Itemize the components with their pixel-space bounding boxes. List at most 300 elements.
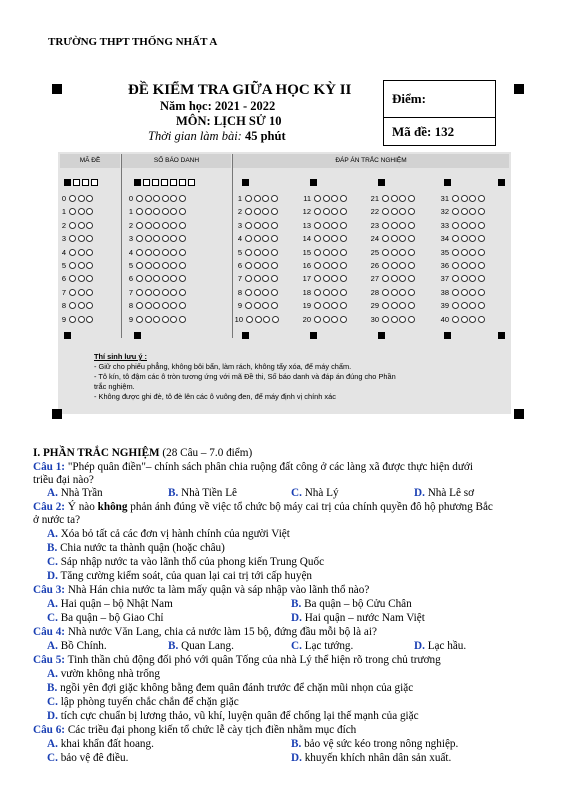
bubble[interactable] — [136, 316, 143, 323]
bubble[interactable] — [391, 208, 398, 215]
bubble[interactable] — [271, 262, 278, 269]
question-number: 21 — [370, 194, 379, 203]
bubble[interactable] — [314, 249, 321, 256]
bubble[interactable] — [461, 249, 468, 256]
bubble[interactable] — [382, 249, 389, 256]
id-box[interactable] — [143, 179, 150, 186]
bubble[interactable] — [78, 275, 85, 282]
bubble[interactable] — [162, 235, 169, 242]
bubble[interactable] — [314, 262, 321, 269]
bubble[interactable] — [271, 235, 278, 242]
bubble[interactable] — [399, 275, 406, 282]
bubble[interactable] — [331, 262, 338, 269]
bubble[interactable] — [399, 302, 406, 309]
bubble[interactable] — [399, 249, 406, 256]
bubble[interactable] — [162, 208, 169, 215]
bubble[interactable] — [78, 316, 85, 323]
bubble[interactable] — [399, 195, 406, 202]
bubble[interactable] — [170, 316, 177, 323]
bubble[interactable] — [382, 222, 389, 229]
bubble[interactable] — [478, 208, 485, 215]
bubble[interactable] — [69, 289, 76, 296]
bubble[interactable] — [245, 289, 252, 296]
bubble[interactable] — [170, 235, 177, 242]
bubble[interactable] — [179, 195, 186, 202]
bubble[interactable] — [254, 249, 261, 256]
bubble[interactable] — [331, 235, 338, 242]
option[interactable]: B. Quan Lang. — [168, 640, 234, 652]
code-box[interactable] — [82, 179, 89, 186]
bubble[interactable] — [382, 262, 389, 269]
bubble[interactable] — [340, 222, 347, 229]
bubble[interactable] — [78, 289, 85, 296]
bubble[interactable] — [323, 262, 330, 269]
bubble[interactable] — [461, 316, 468, 323]
bubble[interactable] — [170, 262, 177, 269]
bubble[interactable] — [179, 208, 186, 215]
bubble[interactable] — [78, 195, 85, 202]
bubble[interactable] — [382, 275, 389, 282]
bubble[interactable] — [478, 222, 485, 229]
bubble[interactable] — [382, 316, 389, 323]
marker-square — [498, 332, 505, 339]
bubble[interactable] — [245, 208, 252, 215]
bubble[interactable] — [331, 249, 338, 256]
row-digit: 6 — [128, 274, 133, 284]
bubble[interactable] — [408, 316, 415, 323]
bubble[interactable] — [382, 195, 389, 202]
bubble[interactable] — [340, 316, 347, 323]
bubble[interactable] — [69, 249, 76, 256]
option[interactable]: C. Ba quận – bộ Giao Chỉ — [47, 612, 164, 624]
bubble[interactable] — [382, 208, 389, 215]
bubble[interactable] — [469, 316, 476, 323]
bubble[interactable] — [478, 262, 485, 269]
bubble[interactable] — [399, 208, 406, 215]
option[interactable]: A. Bồ Chính. — [47, 640, 107, 652]
bubble[interactable] — [170, 289, 177, 296]
school-year: Năm học: 2021 - 2022 — [160, 99, 276, 113]
bubble[interactable] — [452, 195, 459, 202]
bubble[interactable] — [469, 222, 476, 229]
bubble[interactable] — [246, 316, 253, 323]
bubble[interactable] — [391, 249, 398, 256]
option[interactable]: D. Tăng cường kiểm soát, của quan lại cai trị tới cấp huyện — [47, 570, 313, 582]
bubble[interactable] — [145, 289, 152, 296]
bubble[interactable] — [170, 208, 177, 215]
bubble[interactable] — [69, 208, 76, 215]
code-row — [58, 206, 95, 217]
bubble[interactable] — [391, 262, 398, 269]
option[interactable]: D. khuyến khích nhân dân sản xuất. — [291, 752, 452, 764]
bubble[interactable] — [78, 249, 85, 256]
bubble[interactable] — [153, 208, 160, 215]
registration-mark — [52, 409, 62, 419]
bubble[interactable] — [245, 249, 252, 256]
bubble[interactable] — [382, 235, 389, 242]
bubble[interactable] — [162, 289, 169, 296]
bubble[interactable] — [408, 249, 415, 256]
bubble[interactable] — [478, 195, 485, 202]
bubble[interactable] — [153, 316, 160, 323]
bubble[interactable] — [408, 208, 415, 215]
bubble[interactable] — [245, 275, 252, 282]
bubble[interactable] — [478, 289, 485, 296]
bubble[interactable] — [254, 262, 261, 269]
bubble[interactable] — [469, 275, 476, 282]
question-number: 22 — [370, 207, 379, 217]
bubble[interactable] — [461, 195, 468, 202]
bubble[interactable] — [382, 302, 389, 309]
bubble[interactable] — [262, 235, 269, 242]
bubble[interactable] — [162, 262, 169, 269]
option[interactable]: A. khai khẩn đất hoang. — [47, 738, 154, 750]
row-digit: 3 — [61, 234, 66, 244]
bubble[interactable] — [408, 289, 415, 296]
bubble[interactable] — [145, 195, 152, 202]
question-number: 18 — [302, 287, 311, 297]
bubble[interactable] — [408, 302, 415, 309]
bubble[interactable] — [331, 195, 338, 202]
bubble[interactable] — [408, 195, 415, 202]
bubble[interactable] — [469, 235, 476, 242]
bubble[interactable] — [69, 262, 76, 269]
bubble[interactable] — [399, 262, 406, 269]
option[interactable]: B. ngồi yên đợi giặc không bằng đem quân đánh trước để chặn mũi nhọn của giặc — [47, 682, 414, 694]
bubble[interactable] — [461, 302, 468, 309]
option[interactable]: A. vườn không nhà trống — [47, 668, 160, 680]
bubble[interactable] — [262, 275, 269, 282]
bubble[interactable] — [271, 222, 278, 229]
bubble[interactable] — [86, 302, 93, 309]
bubble[interactable] — [452, 289, 459, 296]
bubble[interactable] — [391, 222, 398, 229]
bubble[interactable] — [86, 289, 93, 296]
bubble[interactable] — [314, 302, 321, 309]
bubble[interactable] — [469, 195, 476, 202]
answer-row — [440, 233, 486, 244]
bubble[interactable] — [254, 235, 261, 242]
bubble[interactable] — [331, 289, 338, 296]
bubble[interactable] — [136, 235, 143, 242]
bubble[interactable] — [179, 262, 186, 269]
bubble[interactable] — [78, 262, 85, 269]
bubble[interactable] — [314, 208, 321, 215]
bubble[interactable] — [340, 289, 347, 296]
bubble[interactable] — [86, 235, 93, 242]
bubble[interactable] — [170, 249, 177, 256]
bubble[interactable] — [262, 208, 269, 215]
option[interactable]: D. tích cực chuẩn bị lương thảo, vũ khí, luyện quân để chống lại thế mạnh của giặc — [47, 710, 419, 722]
bubble[interactable] — [323, 275, 330, 282]
bubble[interactable] — [170, 302, 177, 309]
bubble[interactable] — [461, 235, 468, 242]
bubble[interactable] — [69, 222, 76, 229]
bubble[interactable] — [452, 275, 459, 282]
bubble[interactable] — [314, 222, 321, 229]
option[interactable]: C. Sáp nhập nước ta vào lãnh thổ của phong kiến Trung Quốc — [47, 556, 325, 568]
bubble[interactable] — [179, 289, 186, 296]
id-box[interactable] — [152, 179, 159, 186]
bubble[interactable] — [399, 289, 406, 296]
bubble[interactable] — [145, 316, 152, 323]
option[interactable]: B. Nhà Tiền Lê — [168, 487, 237, 499]
bubble[interactable] — [179, 275, 186, 282]
bubble[interactable] — [340, 302, 347, 309]
option[interactable]: A. Nhà Trần — [47, 487, 103, 499]
bubble[interactable] — [136, 289, 143, 296]
bubble[interactable] — [170, 195, 177, 202]
bubble[interactable] — [478, 275, 485, 282]
bubble[interactable] — [461, 275, 468, 282]
bubble[interactable] — [179, 302, 186, 309]
bubble[interactable] — [461, 208, 468, 215]
bubble[interactable] — [136, 195, 143, 202]
bubble[interactable] — [162, 222, 169, 229]
bubble[interactable] — [271, 302, 278, 309]
id-box[interactable] — [161, 179, 168, 186]
bubble[interactable] — [145, 302, 152, 309]
bubble[interactable] — [262, 262, 269, 269]
bubble[interactable] — [272, 316, 279, 323]
bubble[interactable] — [179, 235, 186, 242]
bubble[interactable] — [145, 222, 152, 229]
bubble[interactable] — [145, 208, 152, 215]
bubble[interactable] — [469, 262, 476, 269]
bubble[interactable] — [478, 302, 485, 309]
bubble[interactable] — [323, 222, 330, 229]
bubble[interactable] — [391, 289, 398, 296]
bubble[interactable] — [254, 275, 261, 282]
bubble[interactable] — [262, 302, 269, 309]
bubble[interactable] — [399, 222, 406, 229]
bubble[interactable] — [69, 235, 76, 242]
option[interactable]: A. Hai quận – bộ Nhật Nam — [47, 598, 173, 610]
bubble[interactable] — [153, 302, 160, 309]
bubble[interactable] — [314, 275, 321, 282]
bubble[interactable] — [78, 235, 85, 242]
bubble[interactable] — [271, 289, 278, 296]
bubble[interactable] — [262, 195, 269, 202]
bubble[interactable] — [136, 249, 143, 256]
bubble[interactable] — [245, 302, 252, 309]
bubble[interactable] — [136, 262, 143, 269]
bubble[interactable] — [452, 302, 459, 309]
answer-row — [302, 273, 348, 284]
bubble[interactable] — [179, 249, 186, 256]
bubble[interactable] — [323, 235, 330, 242]
bubble[interactable] — [271, 249, 278, 256]
bubble[interactable] — [391, 195, 398, 202]
bubble[interactable] — [69, 316, 76, 323]
bubble[interactable] — [262, 249, 269, 256]
bubble[interactable] — [145, 262, 152, 269]
bubble[interactable] — [452, 222, 459, 229]
bubble[interactable] — [78, 302, 85, 309]
bubble[interactable] — [136, 208, 143, 215]
bubble[interactable] — [382, 289, 389, 296]
bubble[interactable] — [86, 249, 93, 256]
bubble[interactable] — [340, 208, 347, 215]
option[interactable]: D. Lạc hầu. — [414, 640, 467, 652]
bubble[interactable] — [399, 316, 406, 323]
bubble[interactable] — [179, 316, 186, 323]
bubble[interactable] — [331, 316, 338, 323]
bubble[interactable] — [136, 302, 143, 309]
option[interactable]: C. Nhà Lý — [291, 487, 339, 499]
question-number: 31 — [440, 194, 449, 203]
bubble[interactable] — [323, 195, 330, 202]
bubble[interactable] — [254, 222, 261, 229]
bubble[interactable] — [452, 235, 459, 242]
bubble[interactable] — [478, 316, 485, 323]
bubble[interactable] — [408, 235, 415, 242]
bubble[interactable] — [331, 222, 338, 229]
bubble[interactable] — [153, 262, 160, 269]
bubble[interactable] — [86, 208, 93, 215]
bubble[interactable] — [162, 249, 169, 256]
bubble[interactable] — [86, 195, 93, 202]
bubble[interactable] — [86, 316, 93, 323]
bubble[interactable] — [262, 289, 269, 296]
bubble[interactable] — [323, 289, 330, 296]
bubble[interactable] — [153, 249, 160, 256]
bubble[interactable] — [145, 235, 152, 242]
bubble[interactable] — [340, 262, 347, 269]
bubble[interactable] — [170, 222, 177, 229]
bubble[interactable] — [69, 275, 76, 282]
bubble[interactable] — [162, 316, 169, 323]
bubble[interactable] — [391, 316, 398, 323]
bubble[interactable] — [153, 222, 160, 229]
option[interactable]: C. Lạc tướng. — [291, 640, 354, 652]
bubble[interactable] — [314, 289, 321, 296]
bubble[interactable] — [245, 222, 252, 229]
answer-row — [302, 247, 348, 258]
bubble[interactable] — [69, 302, 76, 309]
option[interactable]: B. bảo vệ sức kéo trong nông nghiệp. — [291, 738, 459, 750]
option[interactable]: C. lập phòng tuyến chắc chắn để chặn giặc — [47, 696, 239, 708]
bubble[interactable] — [69, 195, 76, 202]
bubble[interactable] — [314, 195, 321, 202]
bubble[interactable] — [408, 262, 415, 269]
bubble[interactable] — [340, 195, 347, 202]
bubble[interactable] — [136, 275, 143, 282]
answer-row — [440, 287, 486, 298]
bubble[interactable] — [469, 249, 476, 256]
bubble[interactable] — [145, 249, 152, 256]
bubble[interactable] — [255, 316, 262, 323]
bubble[interactable] — [162, 195, 169, 202]
bubble[interactable] — [153, 275, 160, 282]
bubble[interactable] — [331, 302, 338, 309]
bubble[interactable] — [469, 208, 476, 215]
bubble[interactable] — [271, 208, 278, 215]
bubble[interactable] — [245, 195, 252, 202]
bubble[interactable] — [461, 262, 468, 269]
bubble[interactable] — [323, 302, 330, 309]
bubble[interactable] — [170, 275, 177, 282]
bubble[interactable] — [179, 222, 186, 229]
bubble[interactable] — [254, 302, 261, 309]
bubble[interactable] — [86, 262, 93, 269]
bubble[interactable] — [452, 208, 459, 215]
bubble[interactable] — [452, 249, 459, 256]
bubble[interactable] — [408, 222, 415, 229]
bubble[interactable] — [78, 222, 85, 229]
option[interactable]: D. Nhà Lê sơ — [414, 487, 474, 499]
bubble[interactable] — [408, 275, 415, 282]
bubble[interactable] — [245, 262, 252, 269]
option[interactable]: B. Chia nước ta thành quận (hoặc châu) — [47, 542, 225, 554]
bubble[interactable] — [162, 275, 169, 282]
bubble[interactable] — [263, 316, 270, 323]
bubble[interactable] — [331, 275, 338, 282]
code-box[interactable] — [91, 179, 98, 186]
bubble[interactable] — [452, 262, 459, 269]
bubble[interactable] — [461, 289, 468, 296]
bubble[interactable] — [340, 275, 347, 282]
bubble[interactable] — [145, 275, 152, 282]
bubble[interactable] — [323, 316, 330, 323]
bubble[interactable] — [391, 302, 398, 309]
bubble[interactable] — [153, 195, 160, 202]
bubble[interactable] — [391, 235, 398, 242]
option[interactable]: C. bảo vệ đê điều. — [47, 752, 129, 764]
id-box[interactable] — [170, 179, 177, 186]
option[interactable]: B. Ba quận – bộ Cửu Chân — [291, 598, 412, 610]
bubble[interactable] — [314, 235, 321, 242]
bubble[interactable] — [78, 208, 85, 215]
code-box[interactable] — [73, 179, 80, 186]
bubble[interactable] — [262, 222, 269, 229]
bubble[interactable] — [271, 275, 278, 282]
bubble[interactable] — [391, 275, 398, 282]
bubble[interactable] — [469, 289, 476, 296]
bubble[interactable] — [153, 289, 160, 296]
bubble[interactable] — [340, 235, 347, 242]
bubble[interactable] — [254, 195, 261, 202]
bubble[interactable] — [323, 208, 330, 215]
bubble[interactable] — [271, 195, 278, 202]
bubble[interactable] — [254, 289, 261, 296]
bubble[interactable] — [245, 235, 252, 242]
bubble[interactable] — [254, 208, 261, 215]
bubble[interactable] — [153, 235, 160, 242]
option[interactable]: D. Hai quận – nước Nam Việt — [291, 612, 425, 624]
bubble[interactable] — [461, 222, 468, 229]
marker-square — [64, 179, 71, 186]
bubble[interactable] — [331, 208, 338, 215]
id-box[interactable] — [188, 179, 195, 186]
bubble[interactable] — [323, 249, 330, 256]
bubble[interactable] — [162, 302, 169, 309]
bubble[interactable] — [86, 275, 93, 282]
option[interactable]: A. Xóa bỏ tất cả các đơn vị hành chính của người Việt — [47, 528, 290, 540]
id-row — [125, 247, 188, 258]
bubble[interactable] — [478, 249, 485, 256]
bubble[interactable] — [469, 302, 476, 309]
bubble[interactable] — [399, 235, 406, 242]
bubble[interactable] — [452, 316, 459, 323]
bubble[interactable] — [136, 222, 143, 229]
id-box[interactable] — [179, 179, 186, 186]
bubble[interactable] — [478, 235, 485, 242]
bubble[interactable] — [340, 249, 347, 256]
id-row — [125, 260, 188, 271]
bubble[interactable] — [314, 316, 321, 323]
bubble[interactable] — [86, 222, 93, 229]
